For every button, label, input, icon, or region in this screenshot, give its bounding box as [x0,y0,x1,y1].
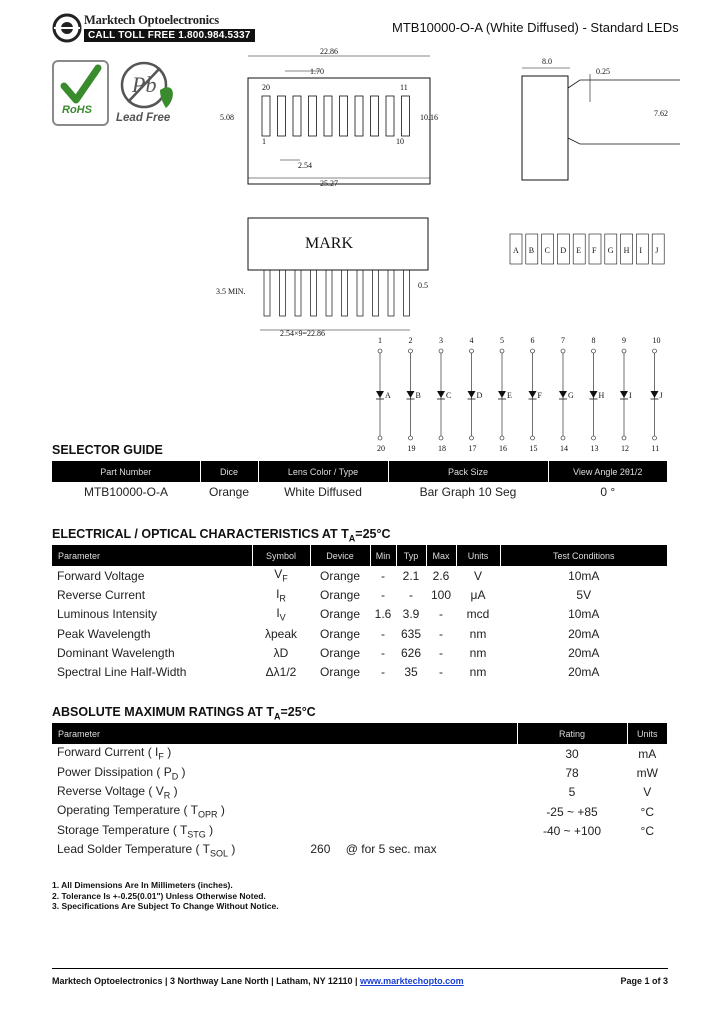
dim-seg-width: 1.70 [310,67,324,76]
dim-pitch: 2.54×9=22.86 [280,329,326,338]
sel-h-part: Part Number [52,461,200,482]
toll-free-phone: CALL TOLL FREE 1.800.984.5337 [84,29,255,42]
table-row [52,821,668,840]
front-segment [355,96,363,136]
diode-icon [498,391,506,398]
max: - [439,645,443,660]
diode-icon [529,391,537,398]
dim-lead-len: 3.5 MIN. [216,287,246,296]
param: Peak Wavelength [57,626,151,641]
min: - [381,665,385,680]
symbol: λpeak [264,626,298,641]
cathode-pin: 13 [590,444,599,453]
diode-letter: H [598,391,605,400]
segment-letter-row [510,234,664,264]
param: Operating Temperature ( $T_{OPR}$ ) [57,803,225,820]
front-segment [293,96,301,136]
diode-icon [559,391,567,398]
diode-icon [376,391,384,398]
lead-pin [357,270,363,316]
table-row [52,643,668,662]
pin20-label: 20 [262,83,270,92]
param: Forward Voltage [57,568,145,583]
front-segment [340,96,348,136]
selector-table [52,461,668,501]
dim-height: 10.16 [420,113,438,122]
segment-letter: A [513,246,519,255]
diode-icon [407,391,415,398]
table-row [52,840,668,859]
symbol: $I_R$ [276,586,286,604]
test-conditions: 20mA [568,645,600,660]
units: nm [469,626,487,641]
typ: 35 [404,665,418,680]
pin-terminal [592,349,596,353]
diode-icon [651,391,659,398]
pin-terminal [653,436,657,440]
pin-terminal [470,349,474,353]
dim-side-depth: 8.0 [542,57,552,66]
diode-icon [468,391,476,398]
footer-text: Marktech Optoelectronics | 3 Northway Lane North | Latham, NY 12110 | [52,976,360,986]
diode-letter: E [507,391,512,400]
absolute-table [52,723,668,860]
pin-terminal [500,349,504,353]
abs-h-param: Parameter [52,723,517,744]
param: Luminous Intensity [57,607,158,622]
device: Orange [319,607,361,622]
anode-pin: 1 [378,336,382,345]
segment-letter: D [560,246,567,255]
table-row [52,744,668,763]
abs-h-units: Units [627,723,668,744]
solder-value: 260 [310,841,331,856]
notes [52,880,279,912]
absolute-title [52,705,316,722]
anode-pin: 2 [408,336,413,345]
pin-terminal [531,349,535,353]
pin-terminal [592,436,596,440]
elec-header: Parameter [52,545,252,566]
pin-terminal [561,349,565,353]
sel-h-angle: View Angle 2θ1/2 [548,461,668,482]
pin-terminal [409,349,413,353]
lead-pin [404,270,410,316]
pin-terminal [653,349,657,353]
segment-letter: I [639,246,643,255]
footer-divider [52,968,668,969]
anode-pin: 5 [500,336,504,345]
sel-h-dice: Dice [200,461,258,482]
table-row [52,802,668,821]
test-conditions: 5V [576,587,592,602]
units: V [473,568,482,583]
diode-icon [437,391,445,398]
symbol: $I_V$ [276,606,286,623]
dim-pin-dia: 0.5 [418,281,428,290]
front-segment [324,96,332,136]
dim-lead-dia: 0.25 [596,67,610,76]
anode-pin: 4 [469,336,474,345]
rating: -40 ~ +100 [542,823,602,838]
device: Orange [319,665,361,680]
max: - [439,626,443,641]
max: 100 [430,587,452,602]
lead-pin [264,270,270,316]
page-number: Page 1 of 3 [620,976,668,986]
cathode-pin: 15 [529,444,538,453]
dim-seg-gap: 2.54 [298,161,312,170]
param: Reverse Voltage ( $V_R$ ) [57,784,178,801]
typ: - [409,587,413,602]
cathode-pin: 20 [377,444,385,453]
units: μA [470,587,486,602]
cathode-pin: 17 [468,444,477,453]
segment-letter: J [655,246,659,255]
typ: 626 [400,645,422,660]
units: V [643,785,652,800]
solder-row: Lead Solder Temperature ( $T_{SOL}$ ) 260 @ for 5 sec. max [57,841,437,859]
device: Orange [319,568,361,583]
symbol: λD [273,645,289,660]
sel-h-lens: Lens Color / Type [258,461,388,482]
footer-address [52,976,464,986]
front-view [220,47,438,188]
rating: 78 [565,765,579,780]
pin-terminal [378,349,382,353]
units: mcd [466,607,490,622]
diode-letter: A [385,391,391,400]
pin11-label: 11 [400,83,408,92]
typ: 635 [400,626,422,641]
website-link[interactable]: www.marktechopto.com [359,976,464,986]
diode-letter: G [568,391,574,400]
bottom-view [216,218,428,338]
sel-dice: Orange [208,484,250,499]
max: 2.6 [432,568,450,583]
pin-terminal [561,436,565,440]
cathode-pin: 12 [621,444,629,453]
segment-letter: C [544,246,550,255]
front-segment [402,96,410,136]
test-conditions: 20mA [568,626,600,641]
max: - [439,665,443,680]
lead-pin [295,270,301,316]
dim-overall-width: 22.86 [320,47,338,56]
front-segment [386,96,394,136]
test-conditions: 10mA [568,607,600,622]
symbol: Δλ1/2 [265,665,297,680]
test-conditions: 20mA [568,665,600,680]
mark-text: MARK [305,235,354,252]
cathode-pin: 11 [651,444,660,453]
sel-lens: White Diffused [284,484,362,499]
absolute-title-pre: ABSOLUTE MAXIMUM RATINGS AT T [52,705,274,719]
document-title: MTB10000-O-A (White Diffused) - Standard LEDs [392,20,679,35]
absolute-title-post: =25°C [280,705,316,719]
absolute-title-sub: A [273,711,281,722]
pin-terminal [531,436,535,440]
table-row [52,624,668,643]
diode-icon [620,391,628,398]
anode-pin: 3 [439,336,443,345]
electrical-title [52,527,391,544]
param: Spectral Line Half-Width [57,665,187,680]
rating: -25 ~ +85 [546,804,598,819]
param: Power Dissipation ( $P_D$ ) [57,764,186,782]
front-segment [309,96,317,136]
pin-terminal [378,436,382,440]
lead-pin [342,270,348,316]
lead-pin [326,270,332,316]
min: - [381,626,385,641]
table-row [52,783,668,802]
rohs-label: RoHS [62,104,92,116]
front-segment [278,96,286,136]
electrical-title-pre: ELECTRICAL / OPTICAL CHARACTERISTICS AT T [52,527,349,541]
anode-pin: 7 [561,336,565,345]
side-view [522,57,680,180]
diode-letter: I [629,391,632,400]
electrical-table [52,545,668,682]
min: - [381,568,385,583]
cathode-pin: 18 [438,444,446,453]
test-conditions: 10mA [568,568,600,583]
units: nm [469,645,487,660]
param: Forward Current ( $I_F$ ) [57,745,172,762]
abs-h-rating: Rating [517,723,627,744]
cathode-pin: 19 [407,444,416,453]
device: Orange [319,645,361,660]
segment-letter: H [623,246,630,255]
note-1: 1. All Dimensions Are In Millimeters (inches). [52,880,233,890]
table-row [52,585,668,604]
lead-pin [280,270,286,316]
anode-pin: 8 [591,336,596,345]
elec-header: Min [370,545,396,566]
lead-free-label: Lead Free [116,112,171,124]
device: Orange [319,587,361,602]
lead-pin [311,270,317,316]
lead-free-icon [118,60,178,112]
segment-letter: G [607,246,614,255]
segment-letter: F [592,246,597,255]
anode-pin: 9 [622,336,626,345]
pin-terminal [622,349,626,353]
elec-header: Units [456,545,500,566]
dim-bottom-width: 25.27 [320,179,338,188]
package-drawing [200,40,680,460]
selector-title: SELECTOR GUIDE [52,443,163,457]
min: 1.6 [374,607,392,622]
note-3: 3. Specifications Are Subject To Change Without Notice. [52,901,279,911]
elec-header: Symbol [252,545,310,566]
lead-pin [373,270,379,316]
rohs-badge [52,60,109,126]
elec-header: Device [310,545,370,566]
table-row [52,605,668,624]
units: °C [640,804,654,819]
note-2: 2. Tolerance Is +-0.25(0.01") Unless Otherwise Noted. [52,890,266,901]
typ: 2.1 [402,568,420,583]
sel-part: MTB10000-O-A [83,484,169,499]
elec-header: Test Conditions [500,545,668,566]
units: °C [640,823,654,838]
pin-terminal [439,436,443,440]
units: nm [469,665,487,680]
elec-header: Max [426,545,456,566]
cathode-pin: 14 [560,444,568,453]
company-name: Marktech Optoelectronics [84,13,219,27]
pin-terminal [500,436,504,440]
pin-terminal [622,436,626,440]
lead-pin [388,270,394,316]
dim-side-height: 7.62 [654,109,668,118]
units: mA [638,746,657,761]
company-logo [52,12,82,44]
pin1-label: 1 [262,137,266,146]
min: - [381,587,385,602]
pin-terminal [470,436,474,440]
param: Reverse Current [57,587,146,602]
segment-letter: B [528,246,535,255]
elec-header: Typ [396,545,426,566]
segment-letter: E [576,246,582,255]
front-segment [262,96,270,136]
sel-pack: Bar Graph 10 Seg [419,484,517,499]
pin-terminal [409,436,413,440]
anode-pin: 10 [652,336,661,345]
diode-letter: B [415,391,421,400]
diode-letter: C [446,391,452,400]
table-row [52,482,668,501]
diode-letter: D [476,391,483,400]
sel-angle: 0 ° [600,484,616,499]
table-row [52,662,668,681]
solder-cond: @ for 5 sec. max [345,841,437,856]
table-row [52,763,668,782]
typ: 3.9 [402,607,420,622]
rating: 30 [565,746,579,761]
device: Orange [319,626,361,641]
param: Storage Temperature ( $T_{STG}$ ) [57,822,214,840]
dim-left-h: 5.08 [220,113,234,122]
pin10-label: 10 [396,137,404,146]
sel-h-pack: Pack Size [388,461,548,482]
pb-text: Pb [132,72,157,97]
max: - [439,607,443,622]
diode-letter: J [659,391,663,400]
circuit-diagram [376,336,663,453]
units: mW [636,765,658,780]
min: - [381,645,385,660]
diode-letter: F [537,391,542,400]
cathode-pin: 16 [499,444,507,453]
symbol: $V_F$ [274,567,288,584]
segment-box [636,234,648,264]
rating: 5 [568,785,576,800]
diode-icon [590,391,598,398]
front-segment [371,96,379,136]
param: Dominant Wavelength [57,645,175,660]
anode-pin: 6 [530,336,535,345]
electrical-title-post: =25°C [355,527,391,541]
table-row [52,566,668,585]
pin-terminal [439,349,443,353]
electrical-title-sub: A [348,533,356,544]
